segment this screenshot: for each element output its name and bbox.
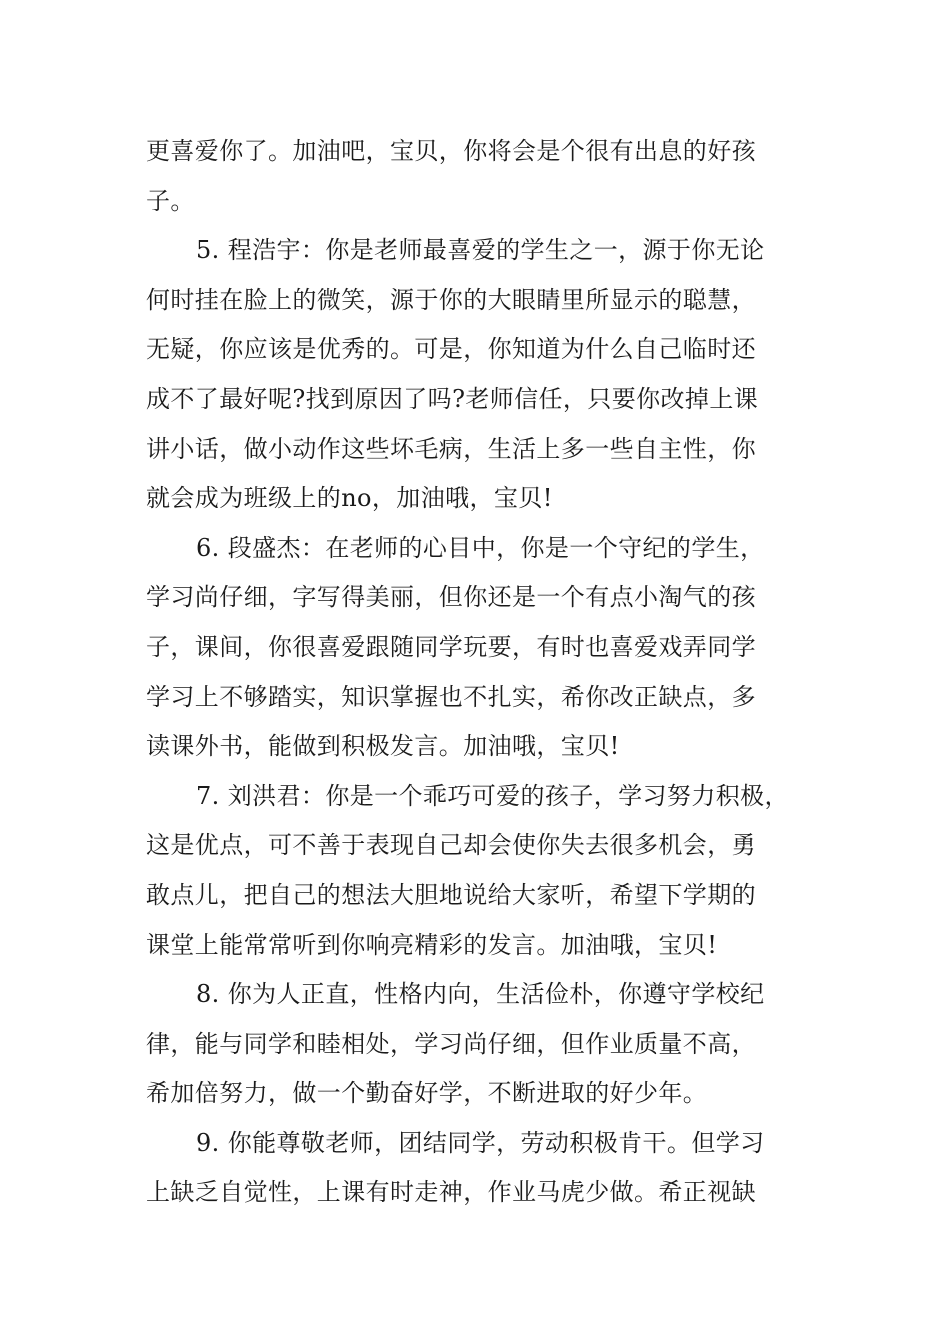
text-line: 讲小话，做小动作这些坏毛病，生活上多一些自主性，你 (146, 434, 756, 463)
text-line: 学习上不够踏实，知识掌握也不扎实，希你改正缺点，多 (146, 682, 756, 711)
text-line: 无疑，你应该是优秀的。可是，你知道为什么自己临时还 (146, 335, 756, 364)
paragraph-9-start: 9. 你能尊敬老师，团结同学，劳动积极肯干。但学习 (196, 1128, 765, 1157)
text-line: 何时挂在脸上的微笑，源于你的大眼睛里所显示的聪慧， (146, 285, 756, 314)
text-line: 课堂上能常常听到你响亮精彩的发言。加油哦，宝贝! (146, 930, 718, 959)
text-line: 读课外书，能做到积极发言。加油哦，宝贝! (146, 732, 620, 761)
paragraph-6-start: 6. 段盛杰：在老师的心目中，你是一个守纪的学生， (196, 533, 765, 562)
text-line: 就会成为班级上的no，加油哦，宝贝! (146, 484, 553, 513)
text-line: 这是优点，可不善于表现自己却会使你失去很多机会，勇 (146, 831, 756, 860)
text-line: 成不了最好呢?找到原因了吗?老师信任，只要你改掉上课 (146, 384, 759, 413)
paragraph-7-start: 7. 刘洪君：你是一个乖巧可爱的孩子，学习努力积极， (196, 781, 789, 810)
text-line: 子，课间，你很喜爱跟随同学玩要，有时也喜爱戏弄同学 (146, 632, 756, 661)
text-line: 希加倍努力，做一个勤奋好学，不断进取的好少年。 (146, 1079, 708, 1108)
text-line: 上缺乏自觉性，上课有时走神，作业马虎少做。希正视缺 (146, 1178, 756, 1207)
text-line: 律，能与同学和睦相处，学习尚仔细，但作业质量不高， (146, 1029, 756, 1058)
text-line: 敢点儿，把自己的想法大胆地说给大家听，希望下学期的 (146, 880, 756, 909)
document-body (146, 127, 814, 1218)
text-line: 更喜爱你了。加油吧，宝贝，你将会是个很有出息的好孩 (146, 137, 756, 165)
paragraph-8-start: 8. 你为人正直，性格内向，生活俭朴，你遵守学校纪 (196, 980, 765, 1009)
paragraph-5-start: 5. 程浩宇：你是老师最喜爱的学生之一，源于你无论 (196, 236, 765, 265)
text-line: 学习尚仔细，字写得美丽，但你还是一个有点小淘气的孩 (146, 583, 756, 612)
text-line: 子。 (146, 186, 195, 215)
